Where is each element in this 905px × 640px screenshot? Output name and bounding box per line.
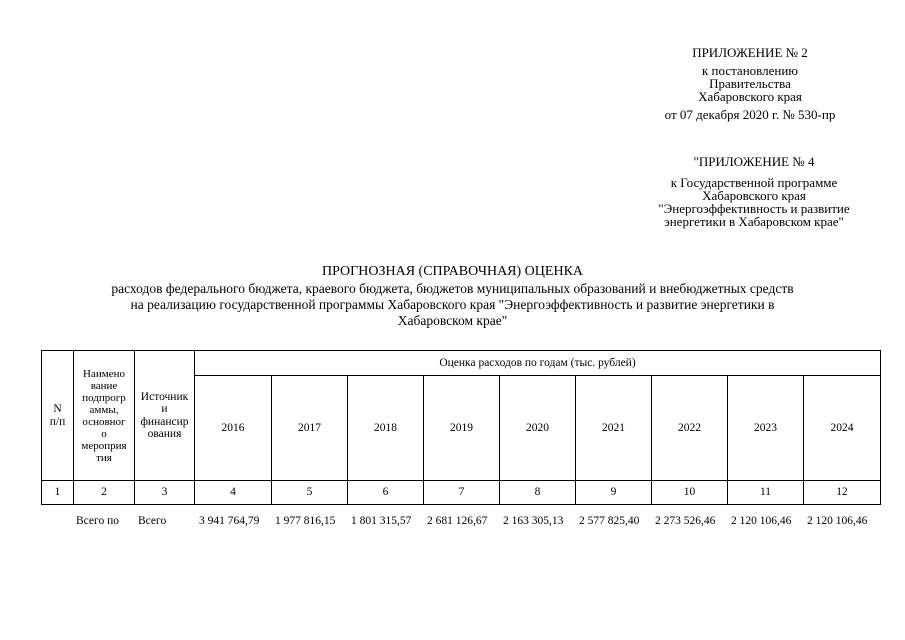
totals-value: 2 120 106,46	[731, 515, 792, 527]
subtitle-line: расходов федерального бюджета, краевого бюджета, бюджетов муниципальных образований и внебюджетных средств	[111, 281, 794, 296]
column-number: 7	[424, 481, 500, 505]
year-header: 2021	[576, 376, 652, 481]
column-number: 9	[576, 481, 652, 505]
appendix-4-line: энергетики в Хабаровском крае"	[664, 214, 844, 229]
col-num-header: N п/п	[42, 351, 74, 481]
appendix-2-date: от 07 декабря 2020 г. № 530-пр	[664, 107, 836, 122]
column-number: 11	[728, 481, 804, 505]
column-number: 8	[500, 481, 576, 505]
year-header: 2022	[652, 376, 728, 481]
year-header: 2017	[272, 376, 348, 481]
totals-value: 2 273 526,46	[655, 515, 716, 527]
subtitle-line: Хабаровском крае"	[397, 313, 508, 328]
year-header: 2018	[348, 376, 424, 481]
column-number: 4	[195, 481, 272, 505]
column-number: 5	[272, 481, 348, 505]
totals-name: Всего по	[76, 515, 119, 527]
appendix-2-line: Хабаровского края	[698, 89, 802, 104]
totals-source: Всего	[138, 515, 167, 527]
column-number: 10	[652, 481, 728, 505]
col-source-header: Источник и финансир ования	[135, 351, 195, 481]
column-number: 3	[135, 481, 195, 505]
expense-group-header: Оценка расходов по годам (тыс. рублей)	[195, 351, 881, 376]
document-title: ПРОГНОЗНАЯ (СПРАВОЧНАЯ) ОЦЕНКА	[321, 264, 584, 279]
column-number: 2	[74, 481, 135, 505]
year-header: 2019	[424, 376, 500, 481]
appendix-4-title: "ПРИЛОЖЕНИЕ № 4	[693, 154, 815, 169]
year-header: 2020	[500, 376, 576, 481]
year-header: 2016	[195, 376, 272, 481]
totals-value: 1 801 315,57	[351, 515, 412, 527]
totals-value: 1 977 816,15	[275, 515, 336, 527]
expense-table	[41, 350, 881, 505]
appendix-4-line: "Энергоэффективность и развитие	[658, 201, 850, 216]
totals-value: 2 120 106,46	[807, 515, 868, 527]
appendix-4-block	[630, 155, 878, 228]
totals-value: 2 577 825,40	[579, 515, 640, 527]
column-number-row	[42, 481, 881, 505]
totals-value: 2 681 126,67	[427, 515, 488, 527]
column-number: 6	[348, 481, 424, 505]
appendix-2-title: ПРИЛОЖЕНИЕ № 2	[692, 45, 808, 60]
appendix-2-block	[640, 46, 860, 121]
appendix-2-line: Правительства	[709, 76, 791, 91]
year-header: 2024	[804, 376, 881, 481]
totals-value: 3 941 764,79	[199, 515, 260, 527]
appendix-4-line: к Государственной программе	[670, 175, 838, 190]
col-name-header: Наимено вание подпрогр аммы, основног о мероприя тия	[74, 351, 135, 481]
appendix-2-line: к постановлению	[701, 63, 799, 78]
year-header: 2023	[728, 376, 804, 481]
totals-value: 2 163 305,13	[503, 515, 564, 527]
column-number: 1	[42, 481, 74, 505]
subtitle-line: на реализацию государственной программы Хабаровского края "Энергоэффективность и развитие энергетики в	[130, 297, 775, 312]
document-subtitle	[0, 281, 905, 329]
column-number: 12	[804, 481, 881, 505]
appendix-4-line: Хабаровского края	[702, 188, 806, 203]
